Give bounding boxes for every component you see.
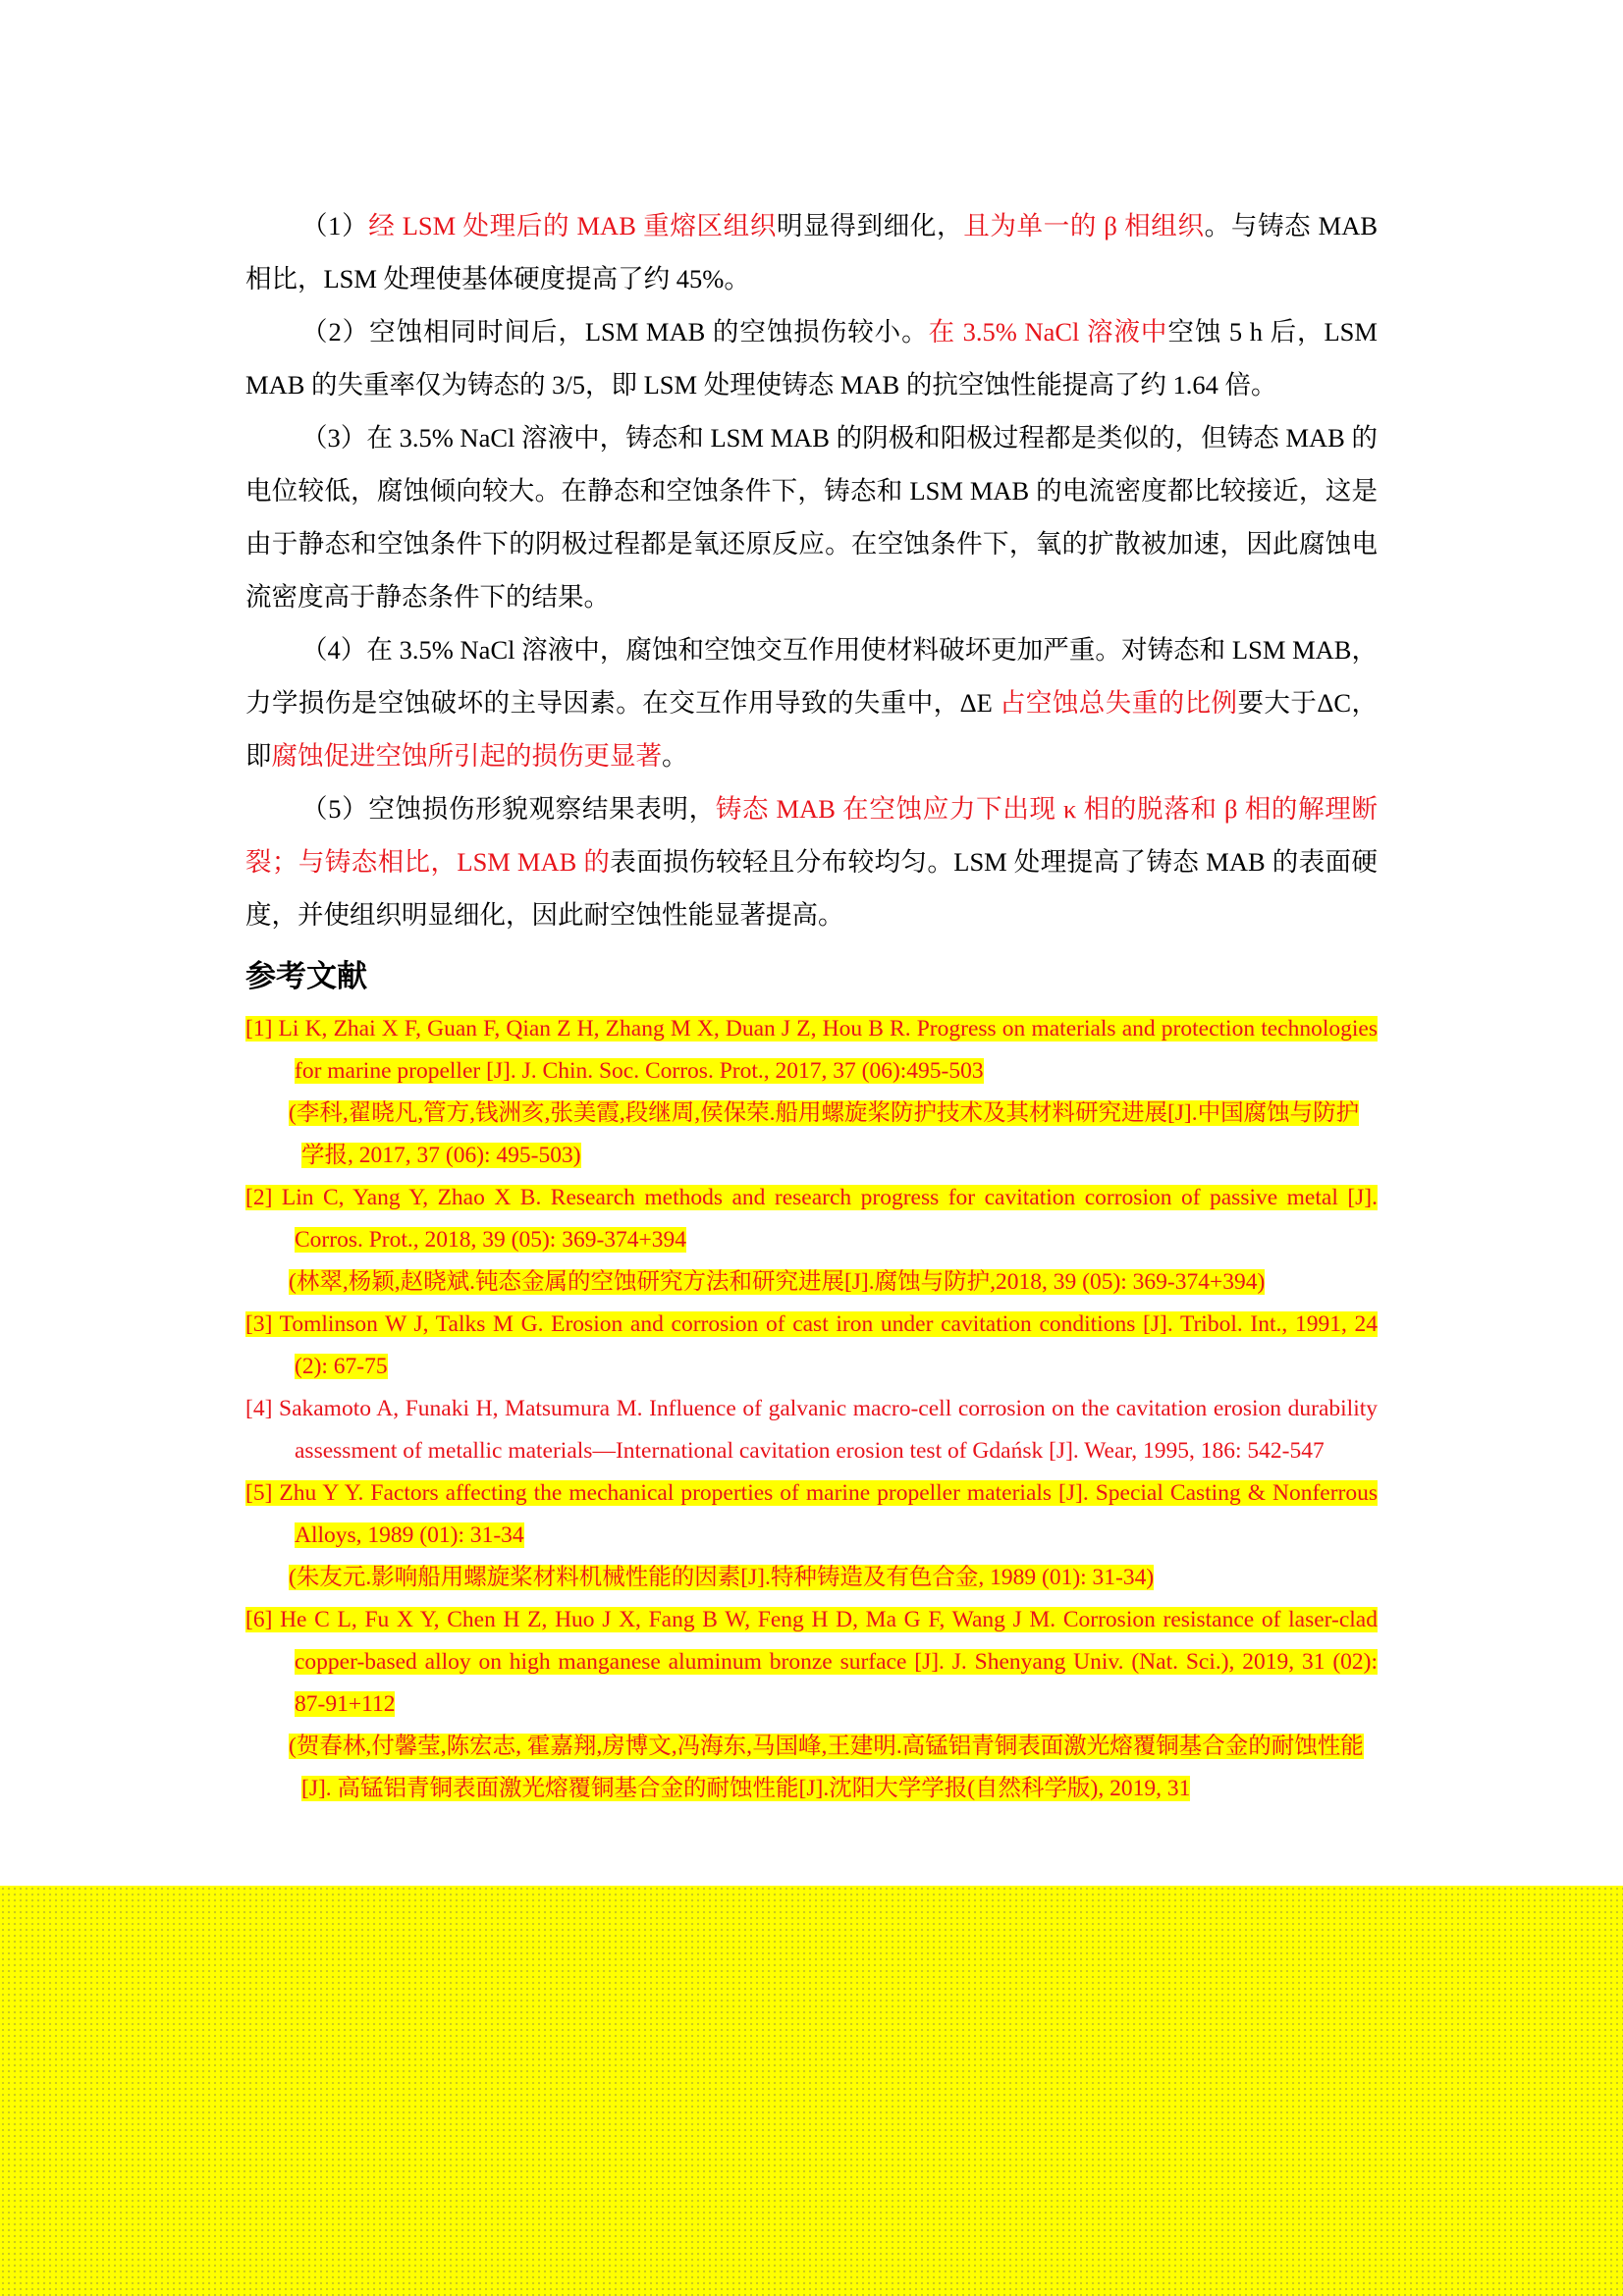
reference-english (245, 1388, 1378, 1472)
text-segment: （2）空蚀相同时间后，LSM MAB 的空蚀损伤较小。 (301, 317, 929, 347)
reference-text: [4] Sakamoto A, Funaki H, Matsumura M. Influence of galvanic macro-cell corrosion on the cavitation erosion durability assessment of metallic materials—International cavitation erosion test of Gdańsk [J]. Wear, 1995, 186: 542-547 (245, 1396, 1378, 1464)
reference-english (245, 1599, 1378, 1726)
reference-item-5 (245, 1472, 1378, 1599)
reference-chinese (245, 1093, 1378, 1177)
reference-item-2 (245, 1177, 1378, 1304)
conclusion-paragraph-2 (245, 305, 1378, 411)
conclusion-paragraph-5 (245, 782, 1378, 941)
reference-text: (李科,翟晓凡,管方,钱洲亥,张美霞,段继周,侯保荣.船用螺旋桨防护技术及其材料研究进展[J].中国腐蚀与防护学报, 2017, 37 (06): 495-503) (289, 1100, 1360, 1168)
reference-english (245, 1304, 1378, 1388)
text-segment: 。 (662, 741, 688, 771)
references-list (245, 1008, 1378, 1810)
reference-english (245, 1008, 1378, 1093)
highlighted-text-segment: 经 LSM 处理后的 MAB 重熔区组织 (368, 211, 778, 240)
highlighted-text-segment: 在 3.5% NaCl 溶液中 (928, 317, 1168, 347)
reference-text: [3] Tomlinson W J, Talks M G. Erosion and corrosion of cast iron under cavitation conditions [J]. Tribol. Int., 1991, 24 (2): 67-75 (245, 1311, 1378, 1379)
reference-english (245, 1472, 1378, 1557)
conclusion-paragraph-1 (245, 199, 1378, 305)
highlighted-text-segment: 腐蚀促进空蚀所引起的损伤更显著 (271, 741, 662, 771)
yellow-dotted-overlay (0, 1886, 1623, 2296)
text-segment: 要大于ΔC，即 (245, 688, 1378, 771)
document-body (245, 199, 1378, 1810)
reference-text: (朱友元.影响船用螺旋桨材料机械性能的因素[J].特种铸造及有色合金, 1989 (01): 31-34) (289, 1565, 1155, 1590)
text-segment: 。与铸态 MAB 相比，LSM 处理使基体硬度提高了约 45%。 (245, 211, 1379, 294)
text-segment: （3）在 3.5% NaCl 溶液中，铸态和 LSM MAB 的阴极和阳极过程都是类似的，但铸态 MAB 的电位较低，腐蚀倾向较大。在静态和空蚀条件下，铸态和 LSM MAB 的电流密度都比较接近，这是由于静态和空蚀条件下的阴极过程都是氧还原反应。在空蚀条件下，氧的扩散被加速，因此腐蚀电流密度高于静态条件下的结果。 (245, 423, 1378, 612)
reference-chinese (245, 1557, 1378, 1599)
reference-chinese (245, 1261, 1378, 1304)
reference-chinese (245, 1726, 1378, 1810)
text-segment: （5）空蚀损伤形貌观察结果表明， (301, 794, 716, 824)
text-segment: 明显得到细化， (777, 211, 964, 240)
reference-text: [5] Zhu Y Y. Factors affecting the mechanical properties of marine propeller materials [J]. Special Casting & Nonferrous Alloys, 1989 (01): 31-34 (245, 1480, 1378, 1548)
reference-english (245, 1177, 1378, 1261)
conclusions-section (245, 199, 1378, 941)
highlighted-text-segment: 占空蚀总失重的比例 (999, 688, 1238, 718)
reference-text: (贺春林,付馨莹,陈宏志, 霍嘉翔,房博文,冯海东,马国峰,王建明.高锰铝青铜表面激光熔覆铜基合金的耐蚀性能[J]. 高锰铝青铜表面激光熔覆铜基合金的耐蚀性能[J].沈阳大学学报(自然科学版), 2019, 31 (289, 1734, 1364, 1801)
text-segment: 表面损伤较轻且分布较均匀。LSM 处理提高了铸态 MAB 的表面硬度，并使组织明显细化，因此耐空蚀性能显著提高。 (245, 847, 1378, 930)
reference-text: [6] He C L, Fu X Y, Chen H Z, Huo J X, Fang B W, Feng H D, Ma G F, Wang J M. Corrosion resistance of laser-clad copper-based alloy on high manganese aluminum bronze surface [J]. J. Shenyang Univ. (Nat. Sci.), 2019, 31 (02): 87-91+112 (245, 1607, 1378, 1717)
reference-item-6 (245, 1599, 1378, 1810)
highlighted-text-segment: 且为单一的 β 相组织 (963, 211, 1205, 240)
text-segment: （4）在 3.5% NaCl 溶液中，腐蚀和空蚀交互作用使材料破坏更加严重。对铸态和 LSM MAB，力学损伤是空蚀破坏的主导因素。在交互作用导致的失重中，ΔE (245, 635, 1378, 718)
text-segment: （1） (301, 211, 369, 240)
highlighted-text-segment: 铸态 MAB 在空蚀应力下出现 κ 相的脱落和 β 相的解理断裂；与铸态相比，LSM MAB 的 (245, 794, 1379, 877)
conclusion-paragraph-4 (245, 623, 1378, 782)
reference-text: [1] Li K, Zhai X F, Guan F, Qian Z H, Zhang M X, Duan J Z, Hou B R. Progress on materials and protection technologies for marine propeller [J]. J. Chin. Soc. Corros. Prot., 2017, 37 (06):495-503 (245, 1016, 1378, 1084)
reference-item-4 (245, 1388, 1378, 1472)
reference-item-1 (245, 1008, 1378, 1177)
reference-text: [2] Lin C, Yang Y, Zhao X B. Research methods and research progress for cavitation corrosion of passive metal [J]. Corros. Prot., 2018, 39 (05): 369-374+394 (245, 1185, 1378, 1253)
reference-text: (林翠,杨颖,赵晓斌.钝态金属的空蚀研究方法和研究进展[J].腐蚀与防护,2018, 39 (05): 369-374+394) (289, 1269, 1266, 1295)
text-segment: 空蚀 5 h 后，LSM MAB 的失重率仅为铸态的 3/5，即 LSM 处理使铸态 MAB 的抗空蚀性能提高了约 1.64 倍。 (245, 317, 1378, 400)
conclusion-paragraph-3 (245, 411, 1378, 623)
reference-item-3 (245, 1304, 1378, 1388)
references-heading: 参考文献 (245, 959, 367, 994)
